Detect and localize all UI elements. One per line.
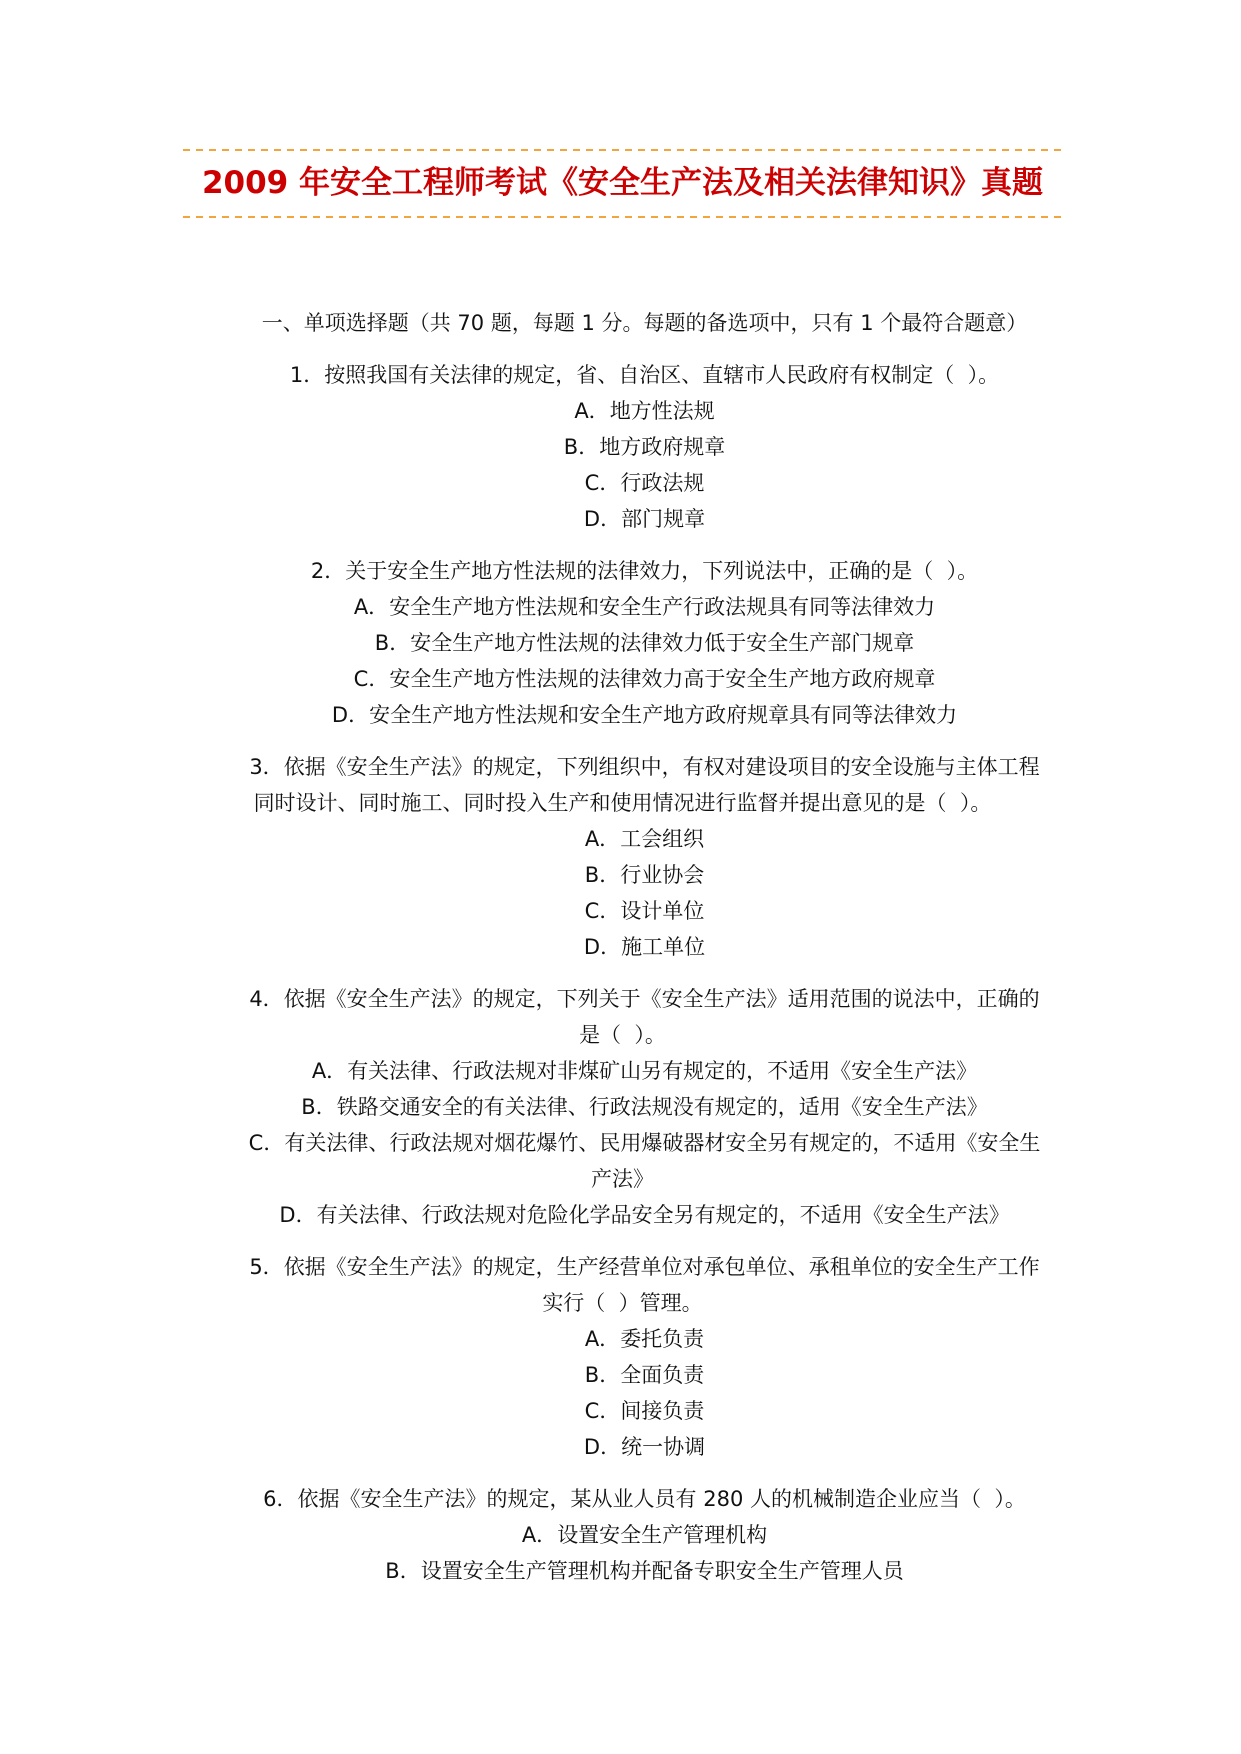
option-c — [183, 1393, 1062, 1429]
option-key: B． — [374, 631, 411, 655]
option-key: A． — [353, 595, 390, 619]
option-c-continuation — [183, 1161, 1062, 1197]
option-key: A． — [574, 399, 610, 423]
question-number: 5． — [249, 1255, 284, 1279]
question-stem — [183, 1249, 1062, 1285]
option-key: D． — [583, 1435, 622, 1459]
option-text: 有关法律、行政法规对烟花爆竹、民用爆破器材安全另有规定的，不适用《安全生 — [284, 1131, 1041, 1155]
option-text: 行业协会 — [620, 863, 705, 887]
option-text: 有关法律、行政法规对危险化学品安全另有规定的，不适用《安全生产法》 — [316, 1203, 1010, 1227]
question-stem — [183, 357, 1062, 393]
option-d — [183, 1197, 1062, 1233]
question-number: 2． — [310, 559, 346, 583]
option-text: 委托负责 — [620, 1327, 705, 1351]
question-stem-text: 依据《安全生产法》的规定，下列组织中，有权对建设项目的安全设施与主体工程 — [283, 755, 1040, 779]
option-key: D． — [331, 703, 370, 727]
option-d — [183, 1429, 1062, 1465]
question-stem — [183, 749, 1062, 785]
question-3 — [183, 749, 1062, 965]
option-text: 安全生产地方性法规和安全生产地方政府规章具有同等法律效力 — [369, 703, 958, 727]
option-d — [183, 501, 1062, 537]
option-key: A． — [521, 1523, 558, 1547]
question-stem-text: 是（ ）。 — [579, 1023, 666, 1047]
option-text: 全面负责 — [620, 1363, 705, 1387]
option-text: 产法》 — [591, 1167, 654, 1191]
question-number: 4． — [249, 987, 284, 1011]
option-key: D． — [583, 507, 622, 531]
option-c — [183, 465, 1062, 501]
option-b — [183, 1089, 1062, 1125]
option-b — [183, 1553, 1062, 1589]
question-stem-text: 按照我国有关法律的规定，省、自治区、直辖市人民政府有权制定（ ）。 — [324, 363, 1000, 387]
option-c — [183, 661, 1062, 697]
option-a — [183, 393, 1062, 429]
option-text: 设置安全生产管理机构 — [557, 1523, 768, 1547]
question-1 — [183, 357, 1062, 537]
option-text: 安全生产地方性法规的法律效力高于安全生产地方政府规章 — [389, 667, 936, 691]
option-text: 工会组织 — [620, 827, 705, 851]
question-number: 3． — [249, 755, 284, 779]
bottom-dashed-divider — [183, 216, 1062, 218]
option-d — [183, 697, 1062, 733]
option-key: C． — [353, 667, 390, 691]
question-stem-text: 依据《安全生产法》的规定，生产经营单位对承包单位、承租单位的安全生产工作 — [283, 1255, 1040, 1279]
option-text: 行政法规 — [620, 471, 705, 495]
question-stem-continuation — [183, 785, 1062, 821]
section-heading: 一、单项选择题（共 70 题，每题 1 分。每题的备选项中，只有 1 个最符合题意） — [261, 311, 1028, 335]
option-key: B． — [385, 1559, 421, 1583]
option-key: A． — [584, 1327, 621, 1351]
option-text: 施工单位 — [621, 935, 706, 959]
question-stem-text: 关于安全生产地方性法规的法律效力，下列说法中，正确的是（ ）。 — [345, 559, 979, 583]
question-stem-text: 依据《安全生产法》的规定，下列关于《安全生产法》适用范围的说法中，正确的 — [283, 987, 1040, 1011]
option-b — [183, 429, 1062, 465]
option-key: C． — [584, 471, 621, 495]
option-key: B． — [301, 1095, 337, 1119]
option-key: B． — [584, 863, 621, 887]
option-d — [183, 929, 1062, 965]
option-key: C． — [584, 1399, 621, 1423]
option-a — [183, 821, 1062, 857]
option-b — [183, 1357, 1062, 1393]
option-text: 间接负责 — [620, 1399, 705, 1423]
question-number: 1． — [289, 363, 325, 387]
option-c — [183, 1125, 1062, 1161]
option-key: A． — [584, 827, 621, 851]
question-5 — [183, 1249, 1062, 1465]
option-a — [183, 1053, 1062, 1089]
option-key: D． — [279, 1203, 317, 1227]
question-stem — [183, 981, 1062, 1017]
option-a — [183, 589, 1062, 625]
top-dashed-divider — [183, 149, 1062, 151]
question-stem-text: 实行（ ）管理。 — [542, 1291, 703, 1315]
option-key: D． — [583, 935, 622, 959]
option-key: B． — [563, 435, 600, 459]
option-text: 地方性法规 — [609, 399, 715, 423]
option-b — [183, 857, 1062, 893]
option-text: 地方政府规章 — [599, 435, 726, 459]
document-title: 2009 年安全工程师考试《安全生产法及相关法律知识》真题 — [201, 165, 1044, 201]
option-text: 安全生产地方性法规的法律效力低于安全生产部门规章 — [410, 631, 915, 655]
question-6 — [183, 1481, 1062, 1589]
option-c — [183, 893, 1062, 929]
option-text: 设置安全生产管理机构并配备专职安全生产管理人员 — [420, 1559, 904, 1583]
question-4 — [183, 981, 1062, 1233]
option-a — [183, 1517, 1062, 1553]
option-text: 设计单位 — [620, 899, 705, 923]
option-a — [183, 1321, 1062, 1357]
option-key: A． — [311, 1059, 348, 1083]
question-stem — [183, 553, 1062, 589]
question-number: 6． — [263, 1487, 298, 1511]
question-2 — [183, 553, 1062, 733]
exam-content — [183, 305, 1062, 1589]
option-text: 有关法律、行政法规对非煤矿山另有规定的，不适用《安全生产法》 — [347, 1059, 978, 1083]
option-key: C． — [584, 899, 621, 923]
option-text: 统一协调 — [621, 1435, 706, 1459]
question-stem-text: 同时设计、同时施工、同时投入生产和使用情况进行监督并提出意见的是（ ）。 — [253, 791, 992, 815]
option-text: 铁路交通安全的有关法律、行政法规没有规定的，适用《安全生产法》 — [336, 1095, 988, 1119]
option-text: 安全生产地方性法规和安全生产行政法规具有同等法律效力 — [389, 595, 936, 619]
question-stem-continuation — [183, 1285, 1062, 1321]
option-b — [183, 625, 1062, 661]
question-stem — [183, 1481, 1062, 1517]
question-stem-continuation — [183, 1017, 1062, 1053]
question-stem-text: 依据《安全生产法》的规定，某从业人员有 280 人的机械制造企业应当（ ）。 — [297, 1487, 1026, 1511]
option-key: B． — [584, 1363, 621, 1387]
option-text: 部门规章 — [621, 507, 706, 531]
option-key: C． — [248, 1131, 285, 1155]
